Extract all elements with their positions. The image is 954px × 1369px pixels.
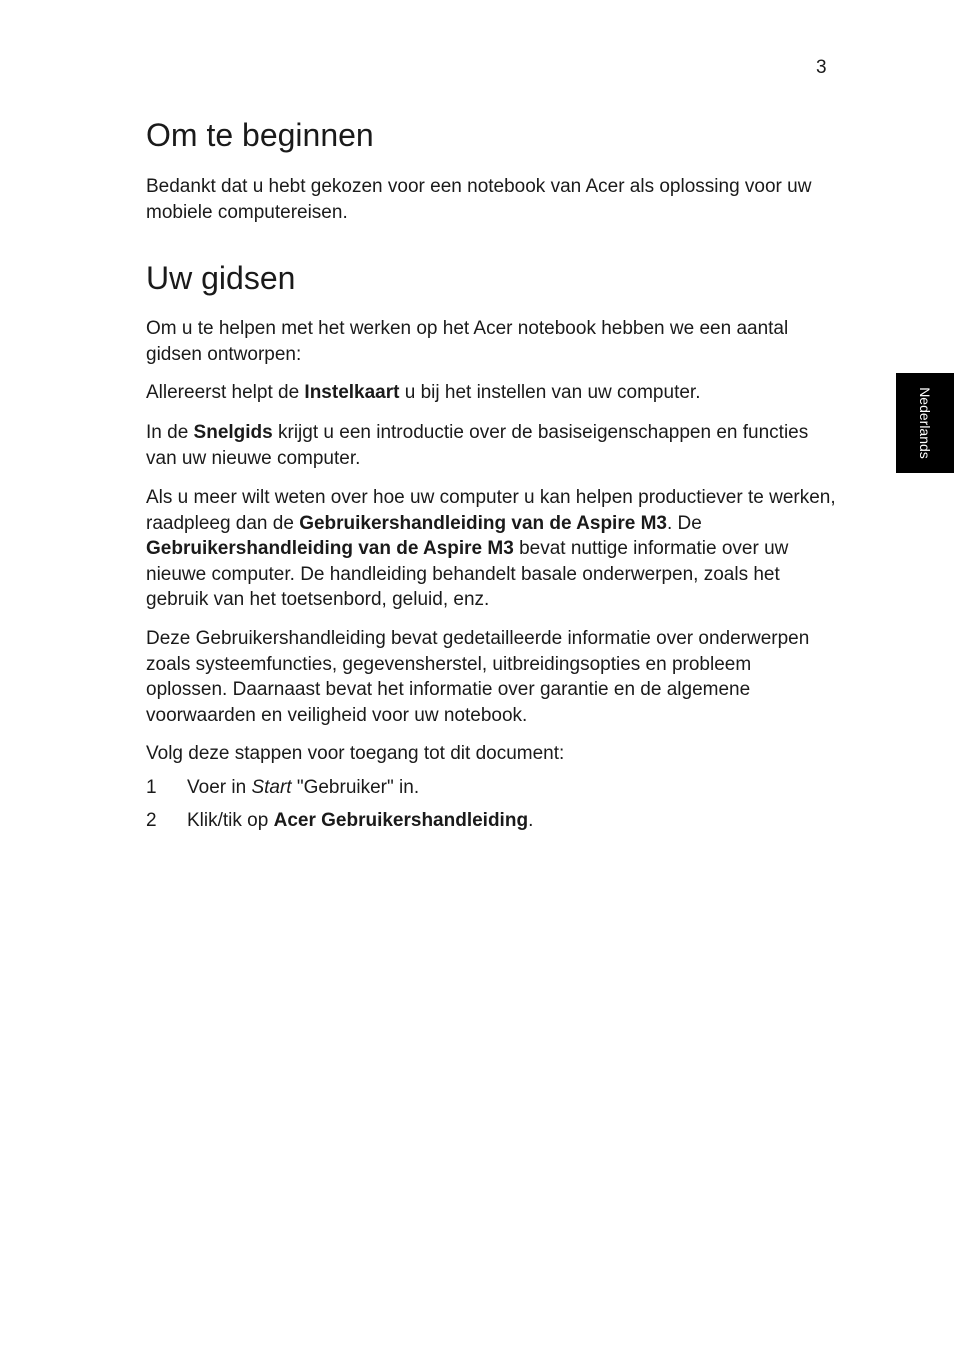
instelkaart-bold: Instelkaart <box>304 382 400 403</box>
heading-uw-gidsen: Uw gidsen <box>146 260 296 296</box>
details-paragraph: Deze Gebruikershandleiding bevat gedetailleerde informatie over onderwerpen zoals systeemfuncties, gegevensherstel, uitbreidingsopties en probleem oplossen. Daarnaast bevat het informatie over garantie en de algemene voorwaarden en veiligheid voor uw notebook. <box>146 628 810 726</box>
steps-intro: Volg deze stappen voor toegang tot dit document: <box>146 743 565 764</box>
step-number: 2 <box>146 810 157 831</box>
step-1-after: "Gebruiker" in. <box>291 777 420 798</box>
instelkaart-paragraph <box>146 380 836 406</box>
handleiding-part1: Als u meer wilt weten over hoe uw computer u kan helpen productiever te werken, raadpleeg dan de <box>146 487 836 534</box>
instelkaart-before: Allereerst helpt de <box>146 382 305 403</box>
step-2-after: . <box>528 810 534 831</box>
step-text <box>187 775 419 800</box>
step-2-bold: Acer Gebruikershandleiding <box>273 810 529 831</box>
language-tab <box>896 373 954 473</box>
handleiding-paragraph <box>146 485 836 613</box>
guides-paragraph: Om u te helpen met het werken op het Acer notebook hebben we een aantal gidsen ontworpen: <box>146 318 789 365</box>
snelgids-paragraph <box>146 420 836 471</box>
handleiding-part3: bevat nuttige informatie over uw nieuwe computer. De handleiding behandelt basale onderwerpen, zoals het gebruik van het toetsenbord, geluid, enz. <box>146 538 789 610</box>
step-text <box>187 808 533 833</box>
handleiding-bold2: Gebruikershandleiding van de Aspire M3 <box>146 538 514 559</box>
step-number: 1 <box>146 777 157 798</box>
snelgids-before: In de <box>146 422 194 443</box>
snelgids-bold: Snelgids <box>193 422 273 443</box>
heading-om-te-beginnen: Om te beginnen <box>146 117 374 153</box>
handleiding-part2: . De <box>666 512 702 534</box>
intro-paragraph: Bedankt dat u hebt gekozen voor een notebook van Acer als oplossing voor uw mobiele computereisen. <box>146 176 812 223</box>
language-tab-label: Nederlands <box>917 387 934 459</box>
snelgids-after: krijgt u een introductie over de basiseigenschappen en functies van uw nieuwe computer. <box>146 422 809 469</box>
instelkaart-after: u bij het instellen van uw computer. <box>399 382 701 403</box>
page-number: 3 <box>816 57 827 78</box>
step-1-italic: Start <box>251 777 292 798</box>
handleiding-bold1: Gebruikershandleiding van de Aspire M3 <box>299 512 667 534</box>
step-1-before: Voer in <box>187 777 252 798</box>
step-2-before: Klik/tik op <box>187 810 274 831</box>
